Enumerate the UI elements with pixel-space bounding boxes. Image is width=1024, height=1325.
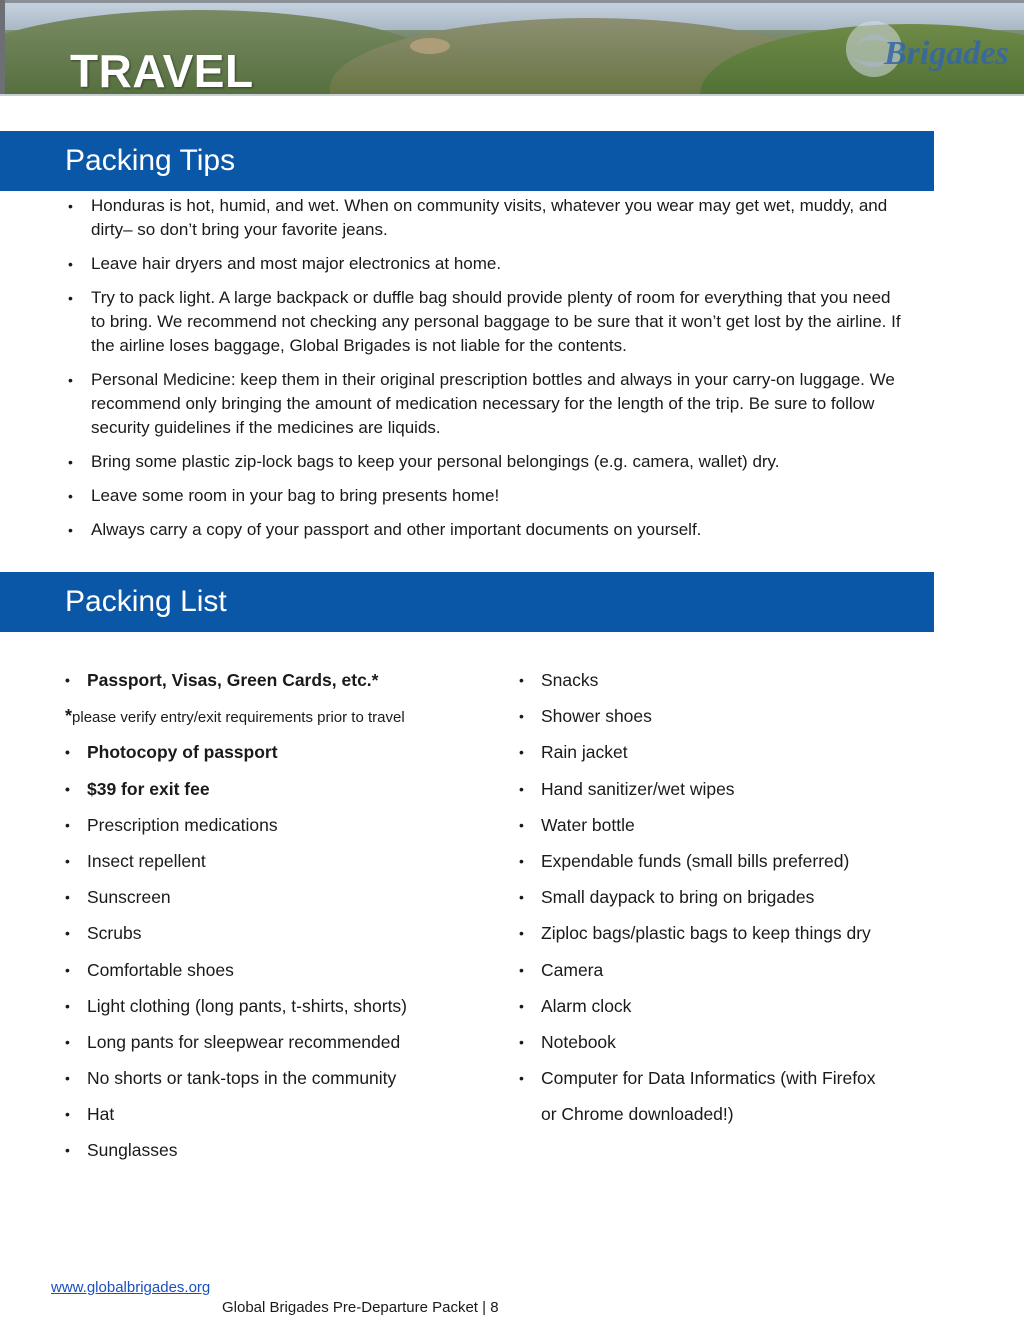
bullet-icon: • [519,1070,524,1087]
item-text: Light clothing (long pants, t-shirts, shorts) [87,995,408,1016]
bullet-icon: • [68,372,73,388]
asterisk: * [65,706,73,727]
list-item [68,450,908,474]
list-item [65,813,505,849]
section-heading: Packing Tips [65,144,236,177]
tip-text: Honduras is hot, humid, and wet. When on community visits, whatever you wear may get wet, muddy, and dirty– so don’t bring your favorite jeans. [91,196,888,239]
item-text: No shorts or tank-tops in the community [87,1068,397,1089]
tip-text: Personal Medicine: keep them in their original prescription bottles and always in your carry-on luggage. We recommend only bringing the amount of medication necessary for the length of the trip. Be sure to follow security guidelines if the medicines are liquids. [91,370,895,437]
list-item [519,921,919,957]
item-text: Hat [87,1104,115,1125]
page-footer: Global Brigades Pre-Departure Packet | 8 [222,1299,499,1316]
list-item [65,740,505,776]
page-title: TRAVEL [70,45,254,96]
item-text: Comfortable shoes [87,959,234,980]
website-link[interactable]: www.globalbrigades.org [51,1279,211,1296]
bullet-icon: • [65,925,70,942]
bullet-icon: • [65,1106,70,1123]
item-text: $39 for exit fee [87,778,210,799]
list-item [65,921,505,957]
bullet-icon: • [519,852,524,869]
list-item [68,368,908,440]
bullet-icon: • [65,672,70,688]
list-item [65,958,505,994]
bullet-icon: • [68,454,73,470]
list-item [65,1102,505,1138]
bullet-icon: • [519,672,524,688]
item-text: Computer for Data Informatics (with Firefox [541,1068,876,1089]
tip-text: Bring some plastic zip-lock bags to keep your personal belongings (e.g. camera, wallet) dry. [91,452,780,471]
item-text: Sunscreen [87,887,171,908]
bullet-icon: • [68,488,73,504]
logo-text: Brigades [884,35,1009,72]
bullet-icon: • [519,889,524,906]
list-item [68,286,908,358]
item-text: Shower shoes [541,706,652,727]
bullet-icon: • [65,997,70,1014]
list-item [519,849,919,885]
list-item [519,777,919,813]
bullet-icon: • [65,744,70,761]
bullet-icon: • [68,256,73,272]
bullet-icon: • [519,708,524,725]
bullet-icon: • [65,852,70,869]
list-item [519,1030,919,1066]
item-text: Sunglasses [87,1140,178,1161]
list-item [68,518,908,542]
list-item [68,194,908,242]
bullet-icon: • [65,1142,70,1159]
banner-hillside [410,38,450,54]
item-text: Water bottle [541,814,635,835]
list-item [65,849,505,885]
tip-text: Leave some room in your bag to bring presents home! [91,486,500,505]
item-text: Small daypack to bring on brigades [541,887,815,908]
list-item [65,1138,505,1174]
bullet-icon: • [65,889,70,906]
bullet-icon: • [65,780,70,797]
item-text: Hand sanitizer/wet wipes [541,778,735,799]
banner-frame [0,0,1024,3]
list-item-continuation [519,1102,919,1138]
list-item [65,994,505,1030]
item-text: Ziploc bags/plastic bags to keep things dry [541,923,871,944]
packing-tips-list [68,194,908,552]
item-text: Rain jacket [541,742,628,763]
list-item [65,777,505,813]
packing-list-header [0,572,934,632]
item-text: Insect repellent [87,850,206,871]
bullet-icon: • [68,290,73,306]
item-text: Notebook [541,1031,616,1052]
list-item [519,740,919,776]
tip-text: Always carry a copy of your passport and other important documents on yourself. [91,520,702,539]
list-note [65,704,505,740]
packing-tips-header [0,131,934,191]
list-item [519,994,919,1030]
bullet-icon: • [65,1070,70,1087]
bullet-icon: • [519,1033,524,1050]
item-text: Passport, Visas, Green Cards, etc.* [87,670,379,690]
packing-list-right [519,668,919,1138]
packing-list-left [65,668,505,1175]
list-item [65,1030,505,1066]
header-banner [0,0,1024,96]
item-text: Snacks [541,670,599,690]
list-item [519,958,919,994]
banner-frame [0,0,5,94]
bullet-icon: • [65,816,70,833]
bullet-icon: • [68,198,73,214]
list-item [65,1066,505,1102]
list-item [65,668,505,704]
item-text: Scrubs [87,923,142,944]
list-item [519,885,919,921]
list-item [519,1066,919,1102]
bullet-icon: • [519,744,524,761]
item-text: Expendable funds (small bills preferred) [541,850,850,871]
bullet-icon: • [519,997,524,1014]
bullet-icon: • [519,961,524,978]
list-item [519,704,919,740]
tip-text: Try to pack light. A large backpack or duffle bag should provide plenty of room for everything that you need to bring. We recommend not checking any personal baggage to be sure that it won’t get lost by the airline. If the airline loses baggage, Global Brigades is not liable for the contents. [91,288,901,355]
item-text: or Chrome downloaded!) [541,1104,734,1125]
bullet-icon: • [519,925,524,942]
note-text: please verify entry/exit requirements prior to travel [72,709,405,727]
list-item [68,252,908,276]
list-item [65,885,505,921]
section-heading: Packing List [65,585,227,618]
list-item [68,484,908,508]
bullet-icon: • [519,780,524,797]
list-item [519,813,919,849]
bullet-icon: • [519,816,524,833]
item-text: Prescription medications [87,814,278,835]
item-text: Camera [541,959,604,980]
bullet-icon: • [65,1033,70,1050]
item-text: Photocopy of passport [87,742,278,763]
bullet-icon: • [65,961,70,978]
bullet-icon: • [68,522,73,538]
item-text: Long pants for sleepwear recommended [87,1031,401,1052]
list-item [519,668,919,704]
tip-text: Leave hair dryers and most major electronics at home. [91,254,502,273]
global-brigades-logo [842,14,1012,84]
item-text: Alarm clock [541,995,632,1016]
